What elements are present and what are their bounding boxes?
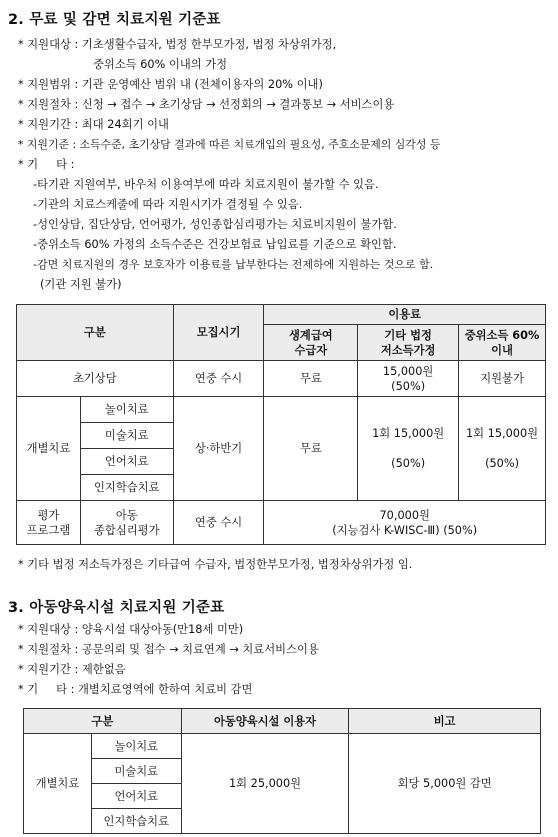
s2-line: * 지원절차 : 신청 → 접수 → 초기상담 → 선정회의 → 결과통보 → 서비스이용 <box>18 98 395 111</box>
s2-line: * 기 타 : <box>18 158 75 171</box>
cell-subcategory: 놀이치료 <box>80 397 173 423</box>
cell-period: 상·하반기 <box>173 397 264 501</box>
s2-line: -감면 치료지원의 경우 보호자가 이용료를 납부한다는 전제하에 지원하는 것으로 함. <box>33 258 434 271</box>
cell-subcategory: 언어치료 <box>80 449 173 475</box>
s3-line: * 지원절차 : 공문의뢰 및 접수 → 치료연계 → 치료서비스이용 <box>18 643 319 656</box>
cell-fee: 1회 15,000원 (50%) <box>459 397 546 501</box>
section-3-title: 3. 아동양육시설 치료지원 기준표 <box>8 600 225 616</box>
header-fee: 이용료 <box>264 305 546 325</box>
header-other-low-income: 기타 법정 저소득가정 <box>358 325 459 361</box>
cell-category: 개별치료 <box>17 397 81 501</box>
s2-line: * 지원대상 : 기초생활수급자, 법정 한부모가정, 법정 차상위가정, <box>18 38 337 51</box>
cell-subcategory: 미술치료 <box>91 759 181 784</box>
s2-line: -중위소득 60% 가정의 소득수준은 건강보험료 납입료를 기준으로 확인함. <box>33 238 397 251</box>
header-facility-users: 아동양육시설 이용자 <box>181 709 349 734</box>
header-period: 모집시기 <box>173 305 264 361</box>
table-row <box>17 361 546 397</box>
section-2-title: 2. 무료 및 감면 치료지원 기준표 <box>8 12 221 28</box>
cell-subcategory: 아동 종합심리평가 <box>80 501 173 545</box>
cell-subcategory: 언어치료 <box>91 784 181 809</box>
s2-line: -타기관 지원여부, 바우처 이용여부에 따라 치료지원이 불가할 수 있음. <box>33 178 379 191</box>
cell-subcategory: 놀이치료 <box>91 734 181 759</box>
header-basic-livelihood: 생계급여 수급자 <box>264 325 358 361</box>
s2-line: -기관의 치료스케줄에 따라 지원시기가 결정될 수 있음. <box>33 198 303 211</box>
header-category: 구분 <box>17 305 174 361</box>
s2-line: * 지원기간 : 최대 24회기 이내 <box>18 118 169 131</box>
s2-line: -성인상담, 집단상담, 언어평가, 성인종합심리평가는 치료비지원이 불가함. <box>33 218 397 231</box>
header-note: 비고 <box>349 709 541 734</box>
cell-subcategory: 인지학습치료 <box>80 475 173 501</box>
cell-category: 초기상담 <box>17 361 174 397</box>
cell-fee: 지원불가 <box>459 361 546 397</box>
cell-category: 개별치료 <box>24 734 92 834</box>
s2-line: * 지원기준 : 소득수준, 초기상담 결과에 따른 치료개입의 필요성, 주호소문제의 심각성 등 <box>18 138 441 151</box>
cell-period: 연중 수시 <box>173 501 264 545</box>
s3-line: * 지원대상 : 양육시설 대상아동(만18세 미만) <box>18 623 244 636</box>
cell-fee: 무료 <box>264 361 358 397</box>
cell-subcategory: 미술치료 <box>80 423 173 449</box>
s3-line: * 지원기간 : 제한없음 <box>18 663 126 676</box>
table-row <box>17 397 546 423</box>
cell-fee: 70,000원 (지능검사 K-WISC-Ⅲ) (50%) <box>264 501 546 545</box>
table-row <box>24 734 541 759</box>
cell-fee: 무료 <box>264 397 358 501</box>
cell-fee: 1회 25,000원 <box>181 734 349 834</box>
cell-category: 평가 프로그램 <box>17 501 81 545</box>
s2-footnote: * 기타 법정 저소득가정은 기타급여 수급자, 법정한부모가정, 법정차상위가정 임. <box>18 558 413 571</box>
header-category: 구분 <box>24 709 182 734</box>
cell-fee: 15,000원 (50%) <box>358 361 459 397</box>
s3-fee-table <box>23 708 541 834</box>
header-median-income: 중위소득 60% 이내 <box>459 325 546 361</box>
s2-line: * 지원범위 : 기관 운영예산 범위 내 (전체이용자의 20% 이내) <box>18 78 323 91</box>
cell-note: 회당 5,000원 감면 <box>349 734 541 834</box>
cell-fee: 1회 15,000원 (50%) <box>358 397 459 501</box>
cell-period: 연중 수시 <box>173 361 264 397</box>
s2-line: (기관 지원 불가) <box>40 278 122 291</box>
s3-line: * 기 타 : 개별치료영역에 한하여 치료비 감면 <box>18 683 253 696</box>
s2-line: 중위소득 60% 이내의 가정 <box>93 58 228 71</box>
cell-subcategory: 인지학습치료 <box>91 809 181 834</box>
table-row <box>17 501 546 545</box>
s2-fee-table <box>16 304 546 545</box>
